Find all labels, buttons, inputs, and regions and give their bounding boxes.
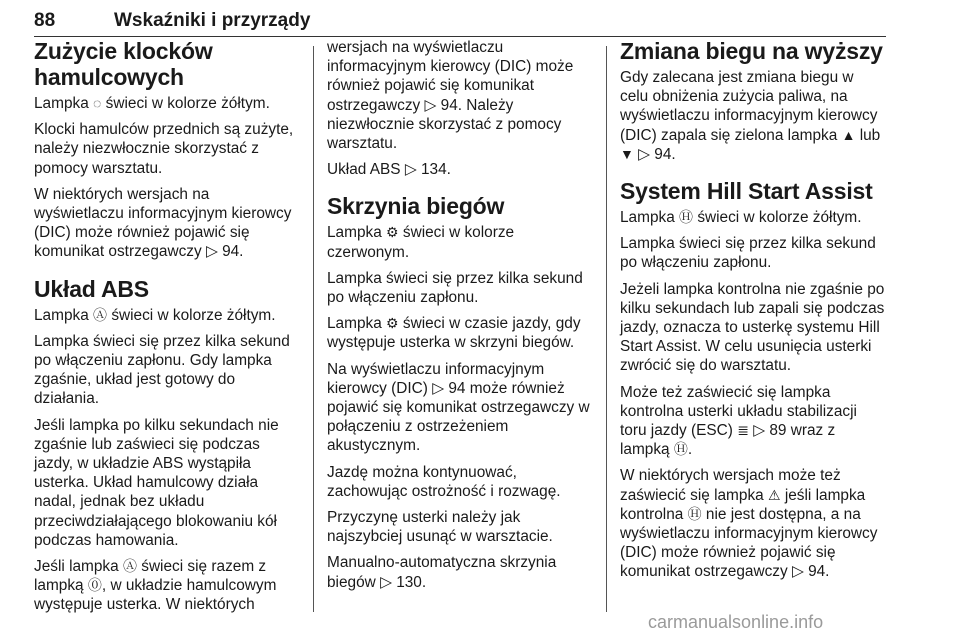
reference-arrow: ▷ — [380, 573, 392, 591]
section-heading: Układ ABS — [34, 275, 149, 302]
reference-arrow: ▷ — [205, 243, 218, 261]
paragraph: Lampka świeci się przez kilka sekund po włączeniu zapłonu. — [327, 269, 583, 307]
chapter-title: Wskaźniki i przyrządy — [114, 10, 311, 31]
section-heading: Zużycie klocków hamulcowych — [34, 38, 213, 90]
section-heading: Skrzynia biegów — [327, 193, 505, 220]
paragraph: Lampka Ⓗ świeci w kolorze żółtym. — [620, 209, 862, 227]
paragraph: Jazdę można kontynuować, zachowując ostrożność i rozwagę. — [327, 463, 561, 500]
paragraph: Klocki hamulców przednich są zużyte, należy niezwłocznie skorzystać z pomocy warsztatu. — [34, 121, 294, 177]
paragraph: Gdy zalecana jest zmiana biegu w celu obniżenia zużycia paliwa, na wyświetlaczu informacyjnym kierowcy (DIC) zapala się zielona lampka ▲ lub ▼ ▷ 94. — [620, 69, 881, 163]
hill-start-icon: Ⓗ — [679, 209, 694, 226]
reference-arrow: ▷ — [638, 145, 650, 163]
paragraph: Jeżeli lampka kontrolna nie zgaśnie po kilku sekundach lub zapali się podczas jazdy, oznacza to usterkę systemu Hill Start Assist. W celu usunięcia usterki zwrócić się do warsztatu. — [620, 280, 885, 375]
paragraph: Może też zaświecić się lampka kontrolna usterki układu stabilizacji toru jazdy (ESC) ≣ ▷ 89 wraz z lampką Ⓗ. — [620, 383, 857, 459]
paragraph: Lampka ⚙ świeci w kolorze czerwonym. — [327, 224, 515, 261]
paragraph: Przyczynę usterki należy jak najszybciej usunąć w warsztacie. — [327, 509, 553, 546]
section-heading: Zmiana biegu na wyższy — [620, 38, 883, 64]
reference-arrow: ▷ — [432, 379, 445, 397]
column-2 — [327, 38, 593, 599]
paragraph: W niektórych wersjach może też zaświecić się lampka ⚠ jeśli lampka kontrolna Ⓗ nie jest dostępna, a na wyświetlaczu informacyjnym kierowcy (DIC) może również pojawić się komunikat ostrzegawczy ▷ 94. — [620, 467, 878, 581]
column-divider — [313, 46, 314, 612]
page-number: 88 — [34, 10, 56, 31]
esc-icon: ≣ — [737, 422, 749, 439]
gearbox-icon: ⚙ — [386, 315, 399, 332]
gearbox-icon: ⚙ — [386, 224, 399, 241]
upshift-arrow-icon: ▼ — [620, 145, 634, 162]
reference-arrow: ▷ — [404, 161, 417, 179]
header-rule — [34, 36, 886, 37]
paragraph: wersjach na wyświetlaczu informacyjnym kierowcy (DIC) może również pojawić się komunikat ostrzegawczy ▷ 94. Należy niezwłocznie skorzystać z pomocy warsztatu. — [327, 39, 574, 153]
column-divider — [606, 46, 607, 612]
paragraph: Manualno-automatyczna skrzynia biegów ▷ 130. — [327, 554, 557, 591]
watermark: carmanualsonline.info — [648, 612, 824, 632]
column-1 — [34, 38, 300, 622]
abs-icon: Ⓐ — [93, 306, 108, 323]
reference-arrow: ▷ — [753, 422, 766, 440]
warning-triangle-icon: ⚠ — [767, 486, 781, 503]
column-3 — [620, 38, 886, 589]
paragraph: Lampka ◌ świeci w kolorze żółtym. — [34, 95, 270, 112]
upshift-arrow-icon: ▲ — [841, 126, 856, 143]
paragraph: Lampka świeci się przez kilka sekund po włączeniu zapłonu. Gdy lampka zgaśnie, układ jest gotowy do działania. — [34, 332, 290, 408]
hill-start-icon: Ⓗ — [673, 441, 688, 458]
reference-arrow: ▷ — [424, 96, 437, 114]
paragraph: Układ ABS ▷ 134. — [327, 161, 451, 179]
brake-pad-icon: ◌ — [93, 95, 102, 111]
reference-arrow: ▷ — [791, 563, 804, 581]
paragraph: Lampka świeci się przez kilka sekund po włączeniu zapłonu. — [620, 235, 876, 272]
section-heading: System Hill Start Assist — [620, 178, 873, 205]
paragraph: Lampka ⚙ świeci w czasie jazdy, gdy występuje usterka w skrzyni biegów. — [327, 315, 581, 352]
paragraph: Jeśli lampka Ⓐ świeci się razem z lampką ⓪, w układzie hamulcowym występuje usterka. W niektórych — [34, 558, 277, 614]
paragraph: Jeśli lampka po kilku sekundach nie zgaśnie lub zaświeci się podczas jazdy, w układzie ABS wystąpiła usterka. Układ hamulcowy działa nadal, jednak bez układu przeciwdziałającego blokowaniu kół podczas hamowania. — [34, 416, 279, 549]
abs-icon: Ⓐ — [122, 558, 137, 575]
paragraph: Na wyświetlaczu informacyjnym kierowcy (DIC) ▷ 94 może również pojawić się komunikat ostrzegawczy w połączeniu z ostrzeżeniem akustycznym. — [327, 360, 590, 455]
brake-system-icon: ⓪ — [87, 577, 102, 594]
paragraph: W niektórych wersjach na wyświetlaczu informacyjnym kierowcy (DIC) może również pojawić się komunikat ostrzegawczy ▷ 94. — [34, 185, 292, 261]
hill-start-icon: Ⓗ — [687, 505, 702, 522]
paragraph: Lampka Ⓐ świeci w kolorze żółtym. — [34, 306, 276, 324]
